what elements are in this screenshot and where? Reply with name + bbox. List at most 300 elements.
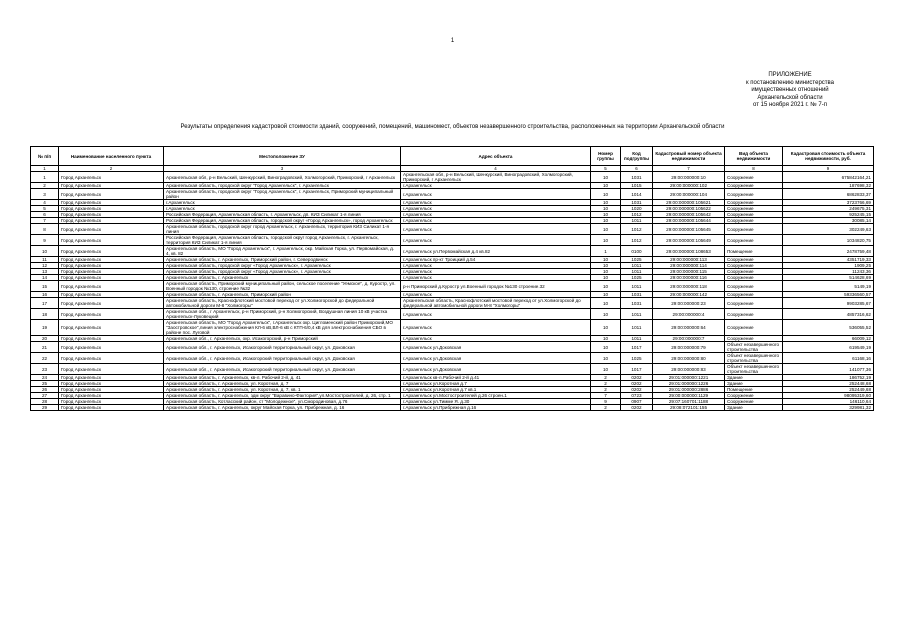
table-cell: г.Архангельск xyxy=(401,263,591,269)
table-cell: 1031 xyxy=(621,172,653,183)
document-title: Результаты определения кадастровой стоимости зданий, сооружений, помещений, машиномест, объектов незавершенного строительства, расположенных на территории Архангельской области xyxy=(180,124,725,130)
table-cell: 1025 xyxy=(621,275,653,281)
table-cell: 536055,52 xyxy=(783,320,874,336)
table-cell: г.Архангельск xyxy=(401,218,591,224)
table-cell: Город Архангельск xyxy=(59,281,164,292)
table-cell: Сооружение xyxy=(725,336,783,342)
page-number: 1 xyxy=(450,38,455,44)
table-cell: 1031 xyxy=(621,298,653,309)
table-cell: Сооружение xyxy=(725,235,783,246)
table-cell: 29:00:000000:105644 xyxy=(653,218,725,224)
table-cell: г.Архангельск xyxy=(401,224,591,235)
table-cell: 18 xyxy=(31,309,59,320)
table-cell: 675842164,21 xyxy=(783,172,874,183)
table-cell: Сооружение xyxy=(725,172,783,183)
table-cell: Сооружение xyxy=(725,298,783,309)
table-cell: 10 xyxy=(591,353,621,364)
table-cell: Архангельская область, городской округ «Город Архангельск», г. Архангельск xyxy=(164,269,401,275)
table-cell: Архангельская область, городской округ "Город Архангельск", г. Архангельск, Приморский муниципальный район xyxy=(164,189,401,200)
table-cell: Сооружение xyxy=(725,275,783,281)
table-row xyxy=(31,298,874,309)
table-cell: 29:00:000000:83 xyxy=(653,364,725,375)
table-cell: Город Архангельск xyxy=(59,206,164,212)
table-cell: Архангельская обл., г. Архангельск, Исакогорский территориальный округ, ул. Доковская xyxy=(164,342,401,353)
table-cell: Здание xyxy=(725,381,783,387)
table-cell: Архангельская обл, р-н Вельский, Шенкурский, Виноградовский, Холмогорский, Приморский, г Архангельск xyxy=(401,172,591,183)
table-cell: 25 xyxy=(31,381,59,387)
header-row xyxy=(31,147,874,166)
table-row xyxy=(31,320,874,336)
table-cell: г.Архангельск ул.Прибрежная д.16 xyxy=(401,405,591,411)
table-cell: 29:00:000000:79 xyxy=(653,342,725,353)
table-cell: Архангельская область, г. Архангельск, Приморский район, г. Северодвинск xyxy=(164,257,401,263)
table-cell: 13 xyxy=(31,269,59,275)
table-cell: 10 xyxy=(591,364,621,375)
table-cell: 27 xyxy=(31,393,59,399)
table-cell: 30085,14 xyxy=(783,218,874,224)
table-cell: Архангельская область, г. Архангельск, Приморский район xyxy=(164,292,401,298)
table-cell: 21 xyxy=(31,342,59,353)
table-cell: 2 xyxy=(591,405,621,411)
table-cell: Архангельская обл., г Архангельск, р-н Приморский, р-н Холмогорский, Воздушная линия 10 кВ участка Архангельск-Луковецкий xyxy=(164,309,401,320)
table-cell: Сооружение xyxy=(725,320,783,336)
table-row xyxy=(31,353,874,364)
table-cell: 10 xyxy=(591,309,621,320)
table-cell: 514628,69 xyxy=(783,275,874,281)
table-cell: 29:00:000000:105642 xyxy=(653,212,725,218)
table-cell: Архангельская область, Приморский муниципальный район, сельское поселение "Уемское", д. Куростр, ул. Военный городок №130, строение №32 xyxy=(164,281,401,292)
table-cell: Город Архангельск xyxy=(59,364,164,375)
column-number: 9 xyxy=(783,166,874,172)
table-cell: Помещение xyxy=(725,387,783,393)
table-cell: Объект незавершенного строительства xyxy=(725,342,783,353)
table-cell: Российская Федерация, Архангельская область, городской округ «Город Архангельск», город Архангельск xyxy=(164,218,401,224)
table-cell: г.Архангельск ул.Коротная д.7 xyxy=(401,381,591,387)
table-cell: 10 xyxy=(591,189,621,200)
table-cell: 4857316,62 xyxy=(783,309,874,320)
table-cell: 10 xyxy=(591,235,621,246)
table-cell: 329981,32 xyxy=(783,405,874,411)
table-cell: 10 xyxy=(591,269,621,275)
table-cell: Сооружение xyxy=(725,399,783,405)
appendix-line: от 15 ноября 2021 г. № 7-п xyxy=(753,102,827,108)
table-cell: 10 xyxy=(591,342,621,353)
table-cell: Сооружение xyxy=(725,257,783,263)
table-cell: Архангельская область, Котласский район, ст "Молодежное", ул.Смородиновая, д.76 xyxy=(164,399,401,405)
appendix-line: Архангельской области xyxy=(757,94,823,101)
table-cell: 186752,19 xyxy=(783,375,874,381)
table-cell: 252448,68 xyxy=(783,381,874,387)
table-cell: 0202 xyxy=(621,387,653,393)
table-cell: 1909,25 xyxy=(783,263,874,269)
table-cell: Сооружение xyxy=(725,200,783,206)
table-row xyxy=(31,364,874,375)
table-cell: Архангельская область, г. Архангельск, здм округ "Варавино-Фактория",ул.Мостостроителей, д. 26, стр. 1 xyxy=(164,393,401,399)
column-number: 2 xyxy=(59,166,164,172)
table-cell: Архангельская область, г. Архангельск, кв-л. Рабочий 2-й, д. 41 xyxy=(164,375,401,381)
table-cell: Архангельская область, городской округ "Город Архангельск", г. Архангельск xyxy=(164,183,401,189)
column-header: Местоположение ЗУ xyxy=(164,147,401,166)
table-cell: Город Архангельск xyxy=(59,275,164,281)
table-cell: г.Архангельск ул.Тимме Я. д.30 xyxy=(401,399,591,405)
table-cell: Сооружение xyxy=(725,263,783,269)
table-cell: 0907 xyxy=(621,399,653,405)
table-cell: 29:00:000000:7 xyxy=(653,336,725,342)
table-cell: 2 xyxy=(591,381,621,387)
table-cell: 10 xyxy=(591,218,621,224)
table-cell: 1 xyxy=(31,172,59,183)
table-cell: Сооружение xyxy=(725,206,783,212)
table-cell: 26 xyxy=(31,387,59,393)
table-cell: 0202 xyxy=(621,405,653,411)
table-cell: 29 xyxy=(31,405,59,411)
table-cell: Архангельская область, Краснофлотский мостовой переход от ул.Холмогорской до федеральной автомобильной дороги М-8 "Холмогоры" xyxy=(164,298,401,309)
column-header: Номер группы xyxy=(591,147,621,166)
table-cell: Сооружение xyxy=(725,212,783,218)
table-cell: г.Архангельск xyxy=(401,292,591,298)
table-cell: 1017 xyxy=(621,342,653,353)
table-cell: Архангельская область, МО "Город Архангельск", г. Архангельск, окр. Майская Горка, ул. Первомайская, д. 4, кв. 82 xyxy=(164,246,401,257)
table-cell: Объект незавершенного строительства xyxy=(725,353,783,364)
table-cell: г.Архангельск xyxy=(401,275,591,281)
table-cell: Сооружение xyxy=(725,309,783,320)
table-cell: 17 xyxy=(31,298,59,309)
table-cell: 1011 xyxy=(621,269,653,275)
table-cell: 29:00:000000:10 xyxy=(653,172,725,183)
table-cell: Архангельская область, Краснофлотский мостовой переход от ул.Холмогорской до федеральной автомобильной дороги М-8 "Холмогоры" xyxy=(401,298,591,309)
table-cell: Российская Федерация, Архангельская область, г. Архангельск, дп. КИЗ Силикат 1-я линия xyxy=(164,212,401,218)
table-cell: 3 xyxy=(31,189,59,200)
table-cell: Город Архангельск xyxy=(59,269,164,275)
table-cell: 29:00:000000:113 xyxy=(653,257,725,263)
table-cell: 23 xyxy=(31,364,59,375)
table-cell: Город Архангельск xyxy=(59,298,164,309)
table-cell: 4 xyxy=(31,200,59,206)
table-cell: 98095319,60 xyxy=(783,393,874,399)
table-cell: 10 xyxy=(591,298,621,309)
table-cell: г.Архангельск ул.Доковская xyxy=(401,353,591,364)
table-cell: Объект незавершенного строительства xyxy=(725,364,783,375)
table-cell: г.Архангельск ул.Доковская xyxy=(401,364,591,375)
table-cell: 16 xyxy=(31,292,59,298)
table-row xyxy=(31,342,874,353)
table-cell: 4351719,33 xyxy=(783,257,874,263)
table-cell: Помещение xyxy=(725,246,783,257)
table-cell: Город Архангельск xyxy=(59,381,164,387)
table-cell: г.Архангельск xyxy=(401,183,591,189)
table-cell: 59336560,57 xyxy=(783,292,874,298)
table-cell: 619549,19 xyxy=(783,342,874,353)
table-cell: Сооружение xyxy=(725,218,783,224)
table-cell: 61168,16 xyxy=(783,353,874,364)
table-cell: 10 xyxy=(591,206,621,212)
table-cell: г.Архангельск xyxy=(401,269,591,275)
table-cell: 10 xyxy=(591,212,621,218)
table-cell: г.Архангельск xyxy=(401,189,591,200)
table-cell: 29:01:000000:2886 xyxy=(653,387,725,393)
table-cell: 2 xyxy=(591,375,621,381)
table-cell: 29:00:000000:105645 xyxy=(653,224,725,235)
table-cell: 9 xyxy=(31,235,59,246)
column-header: № п/п xyxy=(31,147,59,166)
table-cell: г.Архангельск xyxy=(164,200,401,206)
table-cell: 29:00:000000:118 xyxy=(653,281,725,292)
cadastral-value-table xyxy=(30,146,874,411)
table-cell: 29:00:000000:64 xyxy=(653,320,725,336)
table-cell: Город Архангельск xyxy=(59,336,164,342)
table-cell: 1034820,75 xyxy=(783,235,874,246)
table-cell: 10 xyxy=(591,224,621,235)
table-cell: Архангельская область, МО "Город Архангельск", г.Архангельск окр. Цигломенский район Приморский,МО "Заостровское",линия электроснабжения КЛ-6 кВ,ВЛ-6 кВ с КТП-6/0,4 кВ для электроснабжения СБО в районе пос. Луговой xyxy=(164,320,401,336)
table-cell: Сооружение xyxy=(725,269,783,275)
table-cell: 29:00:000000:80 xyxy=(653,353,725,364)
table-cell: 10 xyxy=(591,172,621,183)
table-cell: Архангельская обл, р-н Вельский, Шенкурский, Виноградовский, Холмогорский, Приморский, г Архангельск xyxy=(164,172,401,183)
table-cell: 1012 xyxy=(621,235,653,246)
column-number: 5 xyxy=(591,166,621,172)
table-cell: 1015 xyxy=(621,183,653,189)
column-number: 6 xyxy=(621,166,653,172)
table-cell: 2 xyxy=(591,387,621,393)
table-cell: 22 xyxy=(31,353,59,364)
column-header: Наименование населенного пункта xyxy=(59,147,164,166)
table-cell: 1025 xyxy=(621,257,653,263)
table-cell: Город Архангельск xyxy=(59,393,164,399)
appendix-line: ПРИЛОЖЕНИЕ xyxy=(768,72,812,78)
table-cell: Город Архангельск xyxy=(59,200,164,206)
table-cell: г.Архангельск ул.Коротная д.7 кв.1 xyxy=(401,387,591,393)
table-cell: Город Архангельск xyxy=(59,263,164,269)
table-cell: 29:00:000000:105649 xyxy=(653,235,725,246)
table-cell: Сооружение xyxy=(725,183,783,189)
table-row xyxy=(31,224,874,235)
table-cell: 10 xyxy=(591,183,621,189)
table-cell: 0723 xyxy=(621,393,653,399)
table-cell: 1012 xyxy=(621,224,653,235)
table-cell: 29:00:000000:104 xyxy=(653,189,725,200)
table-cell: Город Архангельск xyxy=(59,183,164,189)
table-cell: 29:00:000000:114 xyxy=(653,263,725,269)
table-cell: 29:00:000000:142 xyxy=(653,292,725,298)
table-cell: р-н Приморский д.Куростр ул.Военный городок №130 строение.32 xyxy=(401,281,591,292)
column-header: Адрес объекта xyxy=(401,147,591,166)
table-cell: 1031 xyxy=(621,292,653,298)
table-cell: Архангельская обл., г. Архангельск, Исакогорский территориальный округ, ул. Доковская xyxy=(164,353,401,364)
table-cell: 1011 xyxy=(621,281,653,292)
table-cell: 29:00:000000:108653 xyxy=(653,246,725,257)
table-cell: 187698,32 xyxy=(783,183,874,189)
table-cell: Город Архангельск xyxy=(59,172,164,183)
column-number: 8 xyxy=(725,166,783,172)
table-cell: 10 xyxy=(591,320,621,336)
table-cell: 2478759,48 xyxy=(783,246,874,257)
table-cell: 0100 xyxy=(621,246,653,257)
table-cell: 2 xyxy=(31,183,59,189)
table-cell: 1017 xyxy=(621,364,653,375)
table-cell: 1012 xyxy=(621,212,653,218)
table-cell: 29:08:072101:155 xyxy=(653,405,725,411)
table-row xyxy=(31,172,874,183)
table-cell: 29:00:000000:116 xyxy=(653,275,725,281)
table-row xyxy=(31,189,874,200)
table-row xyxy=(31,246,874,257)
table-cell: Город Архангельск xyxy=(59,224,164,235)
table-cell: Здание xyxy=(725,375,783,381)
table-cell: Город Архангельск xyxy=(59,353,164,364)
table-cell: Город Архангельск xyxy=(59,405,164,411)
table-cell: 29:07:160701:1188 xyxy=(653,399,725,405)
table-cell: 5149,19 xyxy=(783,281,874,292)
table-cell: 5 xyxy=(31,206,59,212)
table-cell: г.Архангельск xyxy=(401,336,591,342)
table-cell: Город Архангельск xyxy=(59,309,164,320)
table-cell: 1011 xyxy=(621,263,653,269)
table-cell: 29:00:000000:23 xyxy=(653,298,725,309)
table-cell: 252449,68 xyxy=(783,387,874,393)
table-cell: г.Архангельск ул.Доковская xyxy=(401,342,591,353)
table-cell: Архангельская область, городской округ город Архангельск, г. Архангельск, территория КИЗ Силикат 1-я линия xyxy=(164,224,401,235)
table-cell: Сооружение xyxy=(725,189,783,200)
table-cell: Город Архангельск xyxy=(59,387,164,393)
table-cell: 29:00:000000:105621 xyxy=(653,200,725,206)
table-cell: г.Архангельск xyxy=(164,206,401,212)
table-cell: Город Архангельск xyxy=(59,212,164,218)
table-cell: Архангельская область, городской округ «Город Архангельск», г. Архангельск xyxy=(164,263,401,269)
table-cell: Город Архангельск xyxy=(59,375,164,381)
table-cell: 29:01:000000:1226 xyxy=(653,381,725,387)
table-cell: 1020 xyxy=(621,206,653,212)
table-cell: 29:00:000000:105622 xyxy=(653,206,725,212)
table-cell: Город Архангельск xyxy=(59,292,164,298)
table-cell: Город Архангельск xyxy=(59,257,164,263)
table-cell: Город Архангельск xyxy=(59,246,164,257)
column-header: Код подгруппы xyxy=(621,147,653,166)
table-cell: г.Архангельск кв-л.Рабочий 2-й д.41 xyxy=(401,375,591,381)
column-header: Кадастровая стоимость объекта недвижимости, руб. xyxy=(783,147,874,166)
table-cell: 11243,36 xyxy=(783,269,874,275)
table-cell: Архангельская обл., г. Архангельск, Исакогорский территориальный округ, ул. Доковская xyxy=(164,364,401,375)
appendix-block xyxy=(735,72,845,110)
table-cell: г.Архангельск xyxy=(401,320,591,336)
table-cell: 29:00:000000:115 xyxy=(653,269,725,275)
table-cell: 10 xyxy=(591,200,621,206)
table-cell: Город Архангельск xyxy=(59,399,164,405)
table-cell: Российская Федерация, Архангельская область, городской округ город Архангельск, г. Архангельск, территория КИЗ Силикат 1-я линия xyxy=(164,235,401,246)
table-cell: 9 xyxy=(591,399,621,405)
table-cell: г.Архангельск xyxy=(401,212,591,218)
table-cell: 66009,12 xyxy=(783,336,874,342)
table-cell: 249675,31 xyxy=(783,206,874,212)
table-cell: г.Архангельск xyxy=(401,235,591,246)
table-cell: 12 xyxy=(31,263,59,269)
table-row xyxy=(31,235,874,246)
table-cell: 8 xyxy=(31,224,59,235)
table-row xyxy=(31,309,874,320)
table-cell: Архангельская область, г. Архангельск xyxy=(164,275,401,281)
table-cell: 1011 xyxy=(621,309,653,320)
table-cell: Сооружение xyxy=(725,224,783,235)
table-cell: 29:00:000000:102 xyxy=(653,183,725,189)
table-cell: 0202 xyxy=(621,381,653,387)
table-cell: 10 xyxy=(591,281,621,292)
table-cell: г.Архангельск ул.Первомайская д.4 кв.82 xyxy=(401,246,591,257)
table-cell: 19 xyxy=(31,320,59,336)
table-cell: Город Архангельск xyxy=(59,342,164,353)
table-cell: 1031 xyxy=(621,200,653,206)
table-cell: г.Архангельск ул.Мостостроителей д.26 строен.1 xyxy=(401,393,591,399)
table-cell: 29:01:000000:1221 xyxy=(653,375,725,381)
table-cell: Город Архангельск xyxy=(59,320,164,336)
table-cell: Сооружение xyxy=(725,393,783,399)
table-cell: 20 xyxy=(31,336,59,342)
table-cell: 14 xyxy=(31,275,59,281)
table-cell: 11 xyxy=(31,257,59,263)
table-cell: Архангельская область, г. Архангельск, округ Майская Горка, ул. Прибрежная, д. 16 xyxy=(164,405,401,411)
table-cell: 28 xyxy=(31,399,59,405)
table-cell: 15 xyxy=(31,281,59,292)
table-cell: 1 xyxy=(591,246,621,257)
table-cell: 1025 xyxy=(621,353,653,364)
table-row xyxy=(31,281,874,292)
table-cell: 10 xyxy=(591,263,621,269)
table-body xyxy=(31,172,874,411)
table-cell: Город Архангельск xyxy=(59,218,164,224)
table-cell: Архангельская область, г. Архангельск, ул. Коротная, д. 7, кв. 1 xyxy=(164,387,401,393)
column-number: 3 xyxy=(164,166,401,172)
table-cell: Сооружение xyxy=(725,281,783,292)
table-cell: 1011 xyxy=(621,336,653,342)
appendix-line: имущественных отношений xyxy=(751,87,829,93)
table-cell: 0202 xyxy=(621,375,653,381)
table-cell: 10 xyxy=(591,336,621,342)
column-number: 1 xyxy=(31,166,59,172)
table-cell: 29:00:000000:4 xyxy=(653,309,725,320)
column-number: 7 xyxy=(653,166,725,172)
table-cell: 6862833,37 xyxy=(783,189,874,200)
table-cell: 1011 xyxy=(621,320,653,336)
column-header: Вид объекта недвижимости xyxy=(725,147,783,166)
table-cell: 7 xyxy=(591,393,621,399)
table-cell: г.Архангельск пр-кт Троицкий д.54 xyxy=(401,257,591,263)
table-cell: 7 xyxy=(31,218,59,224)
table-cell: 1014 xyxy=(621,189,653,200)
table-cell: 24 xyxy=(31,375,59,381)
column-header: Кадастровый номер объекта недвижимости xyxy=(653,147,725,166)
table-cell: 9903285,67 xyxy=(783,298,874,309)
table-cell: Здание xyxy=(725,405,783,411)
table-cell: 146110,64 xyxy=(783,399,874,405)
table-cell: г.Архангельск xyxy=(401,206,591,212)
appendix-line: к постановлению министерства xyxy=(746,79,834,86)
table-cell: Город Архангельск xyxy=(59,189,164,200)
table-cell: 3723766,69 xyxy=(783,200,874,206)
table-cell: 29:00:000000:1129 xyxy=(653,393,725,399)
table-cell: 141077,36 xyxy=(783,364,874,375)
table-cell: 10 xyxy=(591,292,621,298)
table-cell: г.Архангельск xyxy=(401,309,591,320)
table-cell: 10 xyxy=(591,275,621,281)
table-cell: 925245,15 xyxy=(783,212,874,218)
table-cell: Архангельская обл., г. Архангельск, окр. Исакогорский, р-н Приморский xyxy=(164,336,401,342)
table-cell: Архангельская область, г. Архангельск, ул. Коротная, д. 7 xyxy=(164,381,401,387)
table-cell: 302249,63 xyxy=(783,224,874,235)
table-row xyxy=(31,405,874,411)
table-cell: 6 xyxy=(31,212,59,218)
table-cell: Сооружение xyxy=(725,292,783,298)
table-cell: г.Архангельск xyxy=(401,200,591,206)
table-cell: 10 xyxy=(31,246,59,257)
column-number: 4 xyxy=(401,166,591,172)
